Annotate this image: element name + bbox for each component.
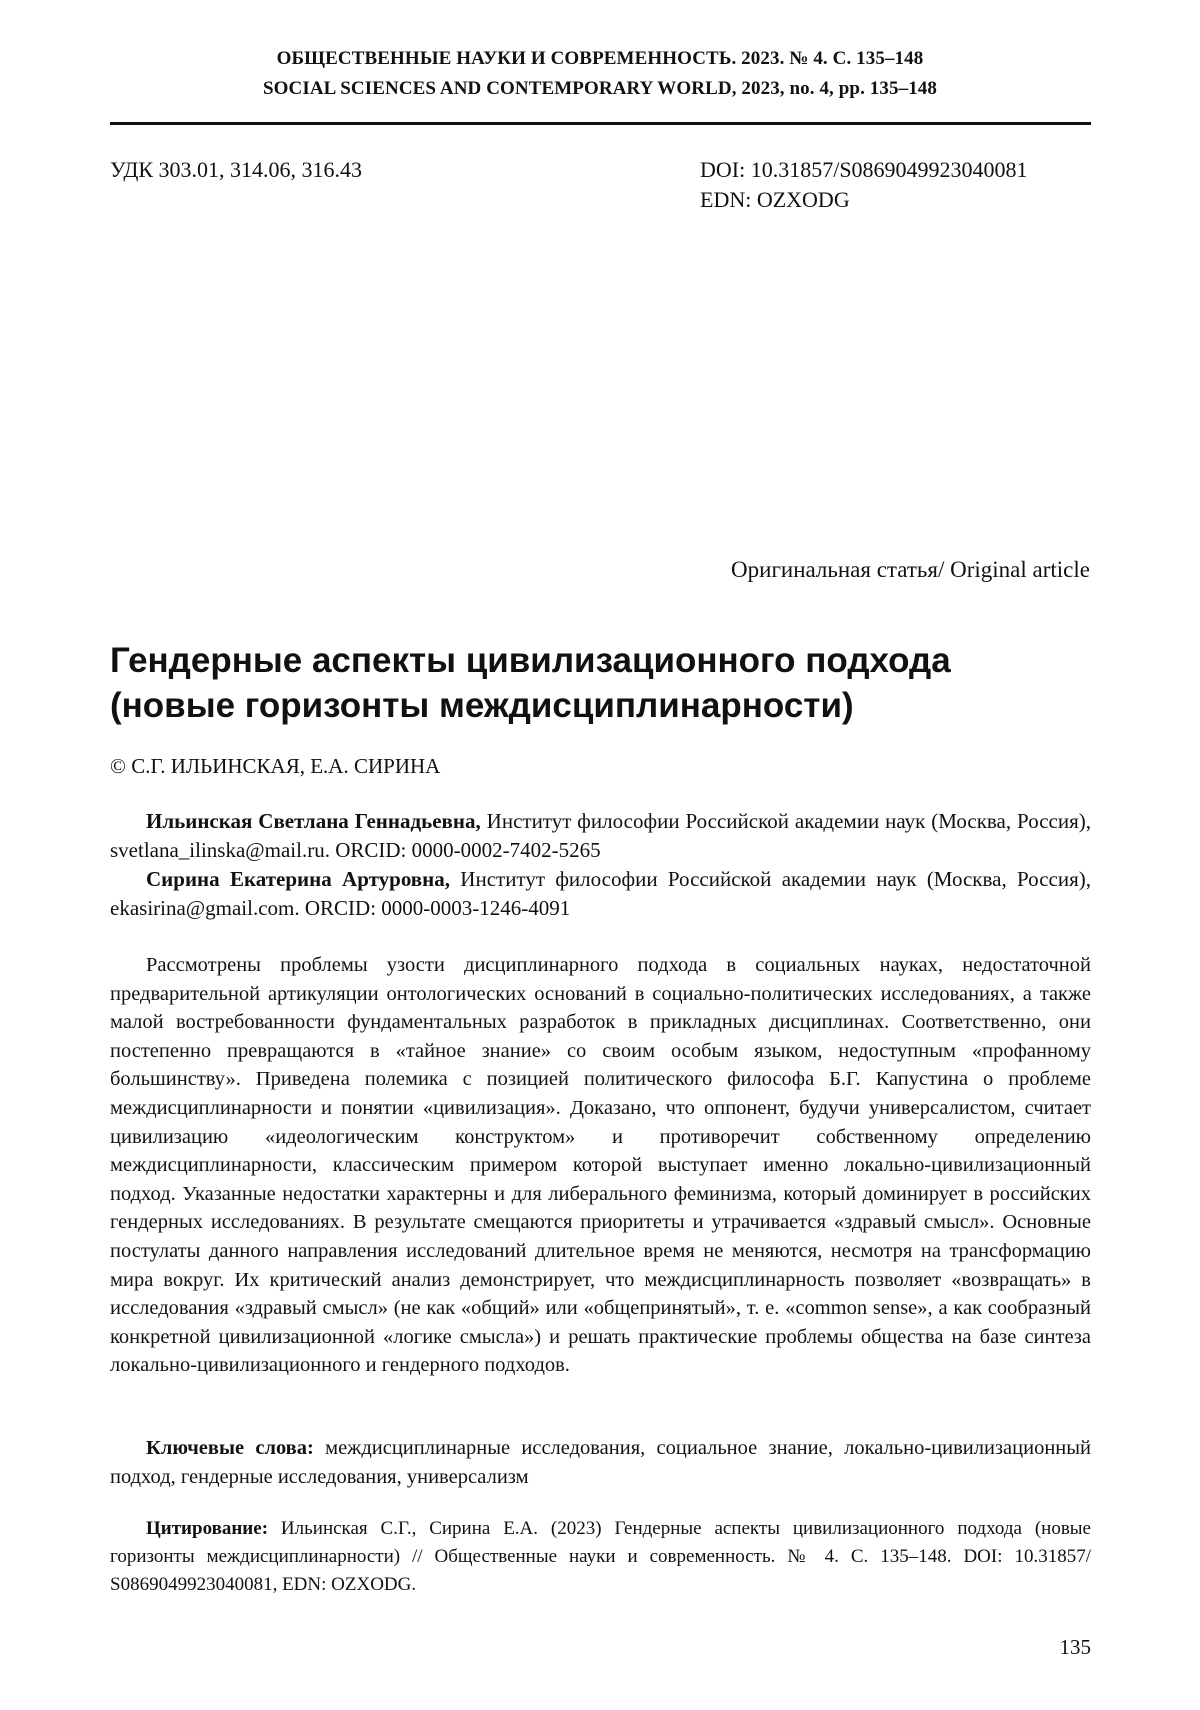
page-number: 135 [1059, 1635, 1091, 1659]
identifiers [700, 155, 1028, 215]
citation [110, 1515, 1091, 1599]
author-info [110, 807, 1091, 923]
author-entry [110, 807, 1091, 865]
header-line-ru: ОБЩЕСТВЕННЫЕ НАУКИ И СОВРЕМЕННОСТЬ. 2023. № 4. С. 135–148 [276, 48, 924, 69]
citation-label: Цитирование: [146, 1518, 269, 1539]
article-type: Оригинальная статья/ Original article [731, 557, 1090, 582]
author-entry [110, 865, 1091, 923]
author-name: Ильинская Светлана Геннадьевна, [146, 809, 481, 833]
author-details: Институт философии Российской академии наук (Москва, Россия), svetlana_ilinska@mail.ru. ORCID: 0000-0002-7402-5265 [110, 809, 1091, 862]
citation-text: Ильинская С.Г., Сирина Е.А. (2023) Гендерные аспекты цивилизационного подхода (новые горизонты междисциплинарности) // Общественные науки и современность. № 4. С. 135–148. DOI: 10.31857/ S086904992304008​1, EDN: OZXODG. [110, 1518, 1091, 1595]
running-header [110, 44, 1090, 104]
edn: EDN: OZXODG [700, 187, 850, 212]
author-name: Сирина Екатерина Артуровна, [146, 867, 450, 891]
doi: DOI: 10.31857/S086904992304008​1 [700, 157, 1028, 182]
keywords-text: междисциплинарные исследования, социальное знание, локально-цивилизационный подход, гендерные исследования, универсализм [110, 1437, 1092, 1488]
keywords-label: Ключевые слова: [146, 1437, 314, 1459]
author-details: Институт философии Российской академии наук (Москва, Россия), ekasirina@gmail.com. ORCID: 0000-0003-1246-4091 [110, 867, 1091, 920]
title-line-2: (новые горизонты междисциплинарности) [110, 686, 854, 725]
title-line-1: Гендерные аспекты цивилизационного подхода [110, 641, 951, 680]
udk-code: УДК 303.01, 314.06, 316.43 [110, 157, 363, 182]
article-title [110, 638, 1090, 728]
header-line-en: SOCIAL SCIENCES AND CONTEMPORARY WORLD, 2023, no. 4, pp. 135–148 [262, 78, 937, 99]
keywords [110, 1434, 1091, 1491]
abstract: Рассмотрены проблемы узости дисциплинарного подхода в социальных науках, недостаточной предварительной артикуляции онтологических оснований в социально-политических исследованиях, а также малой востребованности фундаментальных разработок в прикладных дисциплинах. Соответственно, они постепенно превращаются в «тайное знание» со своим особым языком, недоступным «профанному большинству». Приведена полемика с позицией политического философа Б.Г. Капустина о проблеме междисциплинарности и понятии «цивилизация». Доказано, что оппонент, будучи универсалистом, считает цивилизацию «идеологическим конструктом» и противоречит собственному определению междисциплинарности, классическим примером которой выступает именно локально-цивилизационный подход. Указанные недостатки характерны и для либерального феминизма, который доминирует в российских гендерных исследованиях. В результате смещаются приоритеты и утрачивается «здравый смысл». Основные постулаты данного направления исследований длительное время не меняются, несмотря на трансформацию мира вокруг. Их критический анализ демонстрирует, что междисциплинарность позволяет «возвращать» в исследования «здравый смысл» (не как «общий» или «общепринятый», т. е. «common sense», а как сообразный конкретной цивилизационной «логике смысла») и решать практические проблемы общества на базе синтеза локально-цивилизационного и гендерного подходов. [110, 954, 1091, 1377]
copyright-authors: © С.Г. ИЛЬИНСКАЯ, Е.А. СИРИНА [110, 754, 441, 778]
header-rule [110, 122, 1091, 125]
